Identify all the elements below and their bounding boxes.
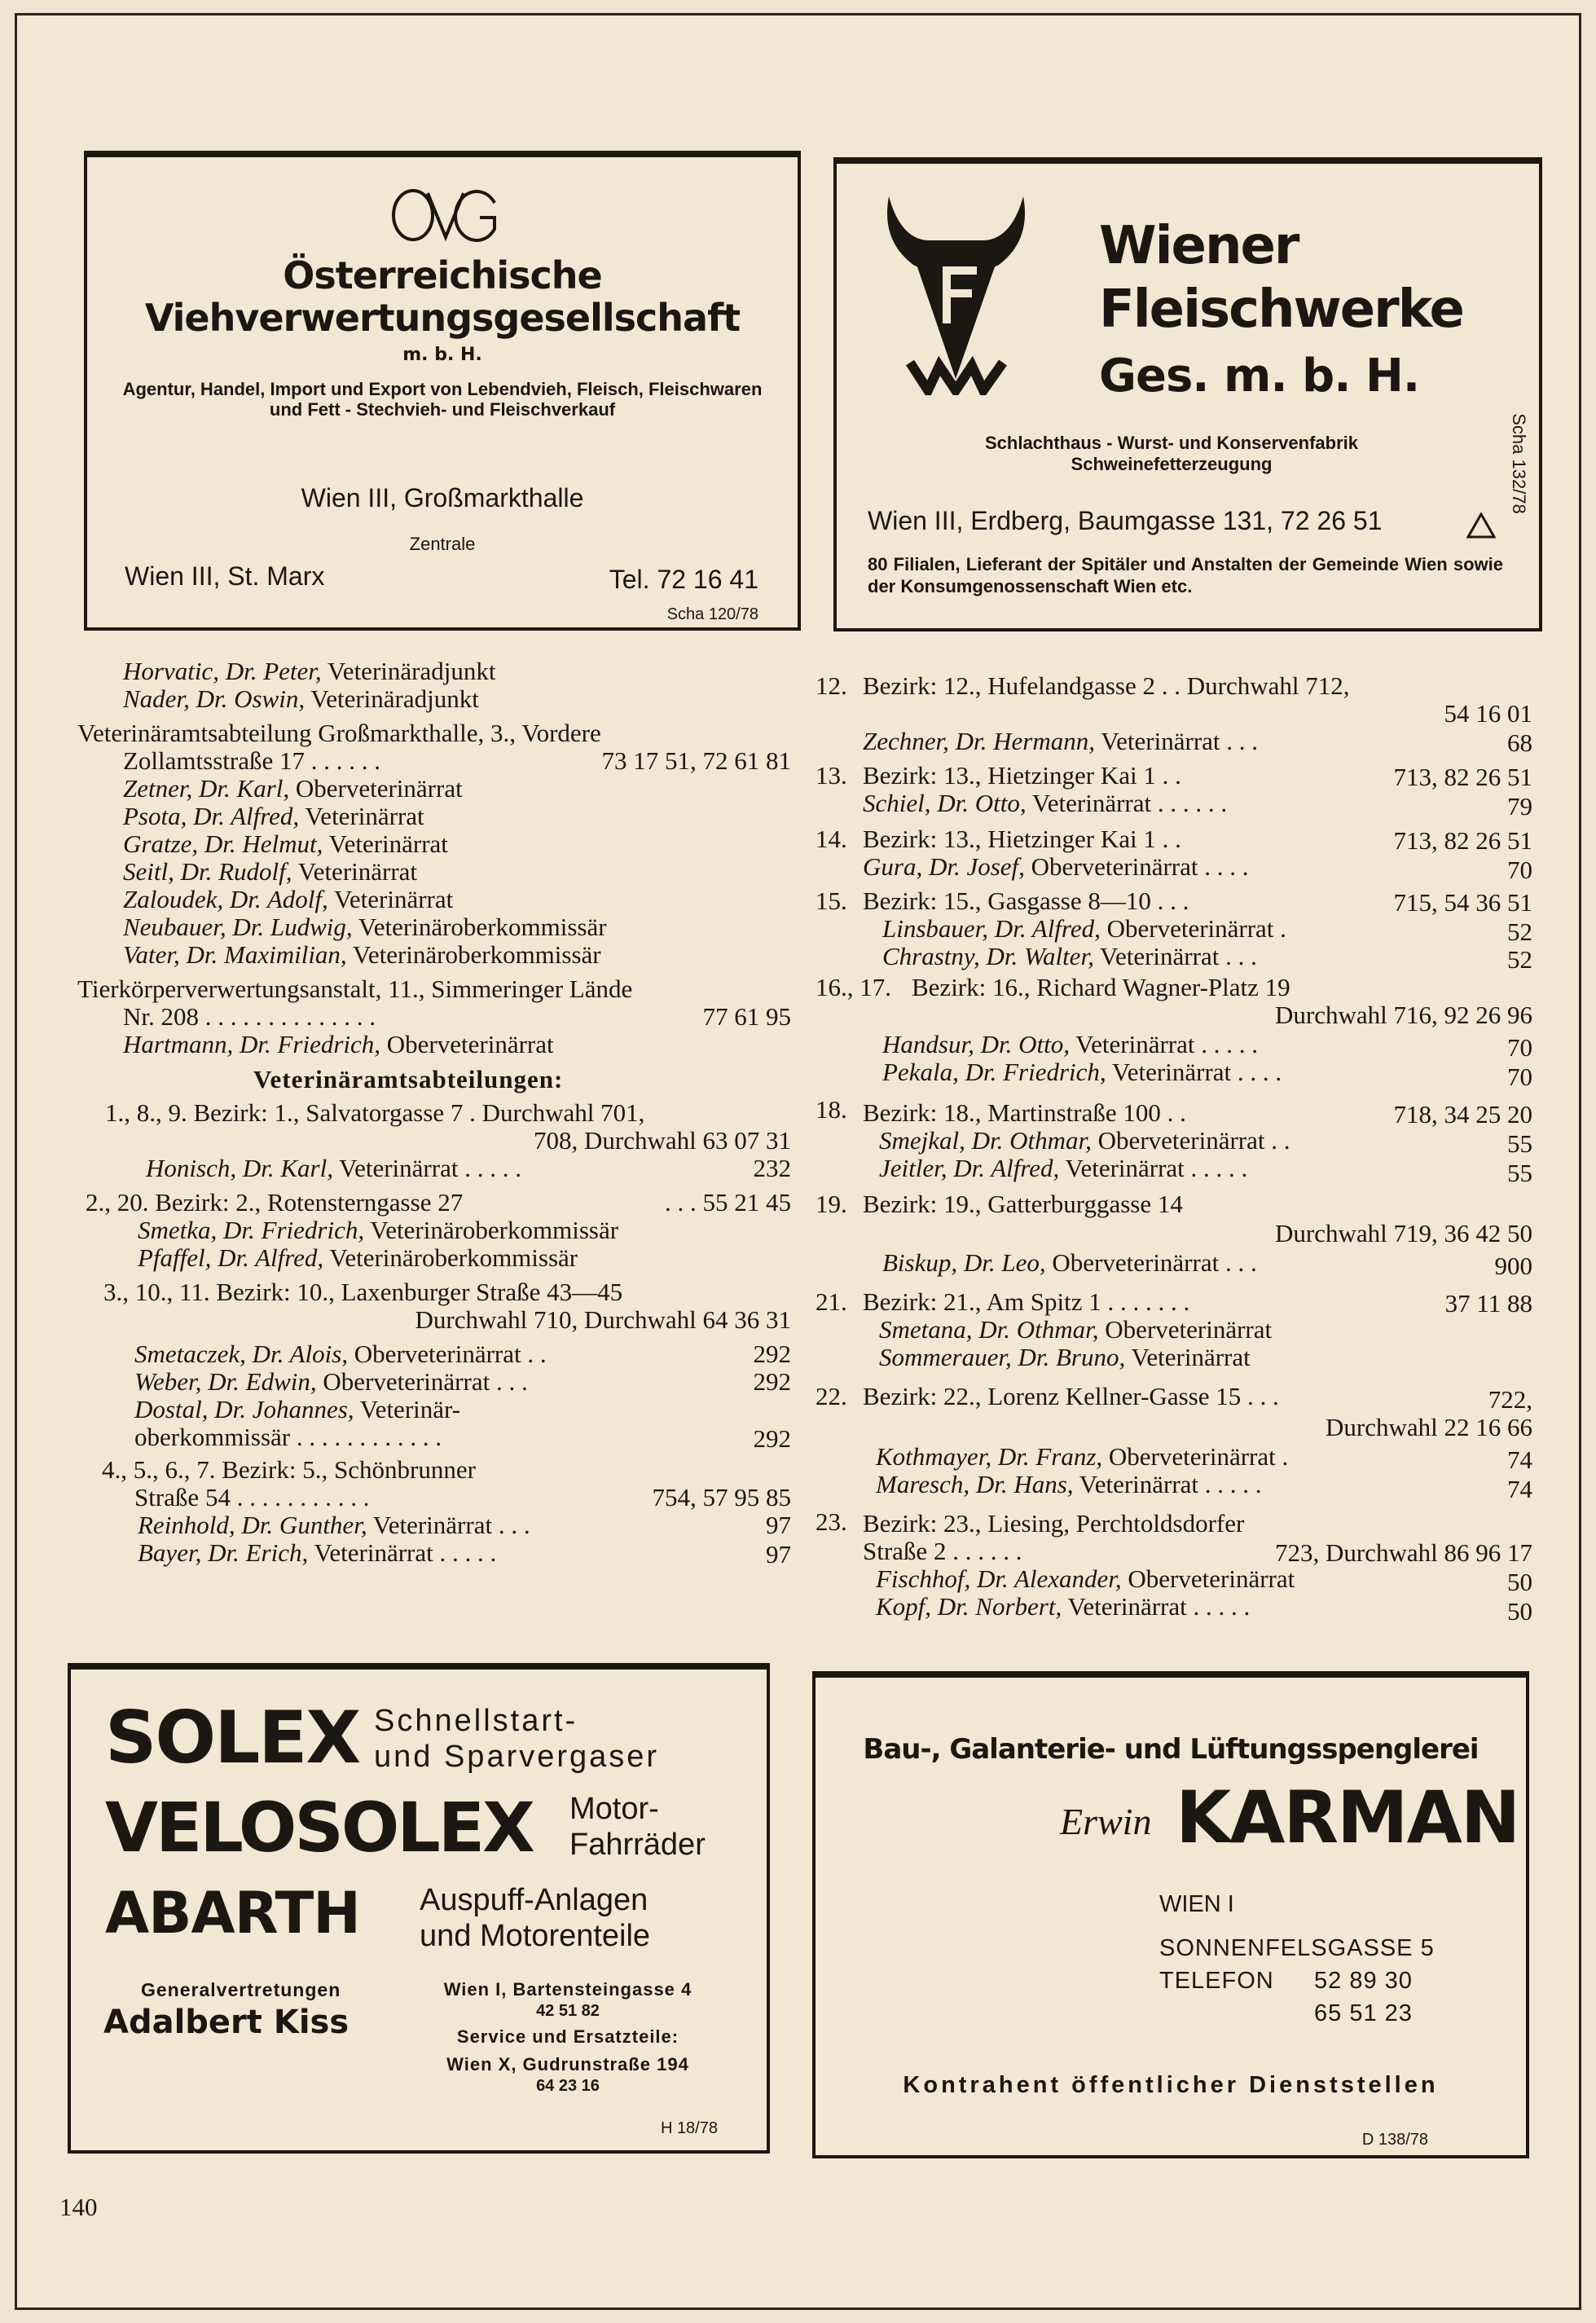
staff-title: Oberveterinärrat . — [1108, 1442, 1289, 1471]
staff-title: Veterinärrat . . . . . — [1065, 1154, 1248, 1182]
staff-title: Oberveterinärrat . . . . — [1031, 852, 1249, 881]
district-heading: Bezirk: 13., Hietzinger Kai 1 . . — [863, 761, 1181, 790]
district-number: 15. — [816, 887, 847, 915]
karman-footer: Kontrahent öffentlicher Dienststellen — [903, 2072, 1439, 2098]
brand-solex: SOLEX — [105, 1696, 360, 1780]
staff-name: Zechner, Dr. Hermann, — [863, 727, 1096, 755]
district-number: 19. — [816, 1190, 847, 1218]
staff-room: 292 — [753, 1367, 791, 1396]
staff-name: Psota, Dr. Alfred, — [123, 802, 300, 830]
staff-name: Hartmann, Dr. Friedrich, — [123, 1030, 381, 1058]
staff-line — [134, 1423, 442, 1451]
staff-title: Oberveterinärrat . . — [1097, 1126, 1290, 1155]
brand-solex-desc-line2: und Sparvergaser — [374, 1740, 660, 1774]
staff-line — [123, 685, 479, 713]
staff-title: Veterinärrat . . . . . — [314, 1538, 497, 1567]
ad-solex — [68, 1666, 770, 2154]
ovg-name-line1: Österreichische — [283, 253, 602, 297]
staff-title: Veterinäradjunkt — [310, 684, 479, 713]
district-heading: Bezirk: 23., Liesing, Perchtoldsdorfer — [863, 1509, 1245, 1538]
district-heading: Bezirk: 15., Gasgasse 8—10 . . . — [863, 887, 1189, 915]
staff-line — [863, 790, 1227, 817]
staff-room: 292 — [753, 1340, 791, 1368]
staff-room: 52 — [1507, 917, 1532, 946]
staff-line — [123, 658, 495, 685]
ad-top-rule — [833, 157, 1542, 164]
department-address: Nr. 208 . . . . . . . . . . . . . . — [123, 1002, 376, 1031]
department-heading: Tierkörperverwertungsanstalt, 11., Simmeringer Lände — [77, 975, 633, 1003]
left-column — [77, 658, 791, 1652]
page-number: 140 — [59, 2193, 98, 2221]
district-number: 13. — [816, 761, 847, 790]
staff-room: 70 — [1507, 1033, 1532, 1062]
karman-street: SONNENFELSGASSE 5 — [1159, 1935, 1435, 1961]
right-column — [816, 672, 1532, 1658]
agent-label: Generalvertretungen — [141, 1979, 341, 2000]
agent-phone1: 42 51 82 — [536, 2002, 600, 2020]
staff-room: 97 — [766, 1540, 791, 1568]
district-number: 16., 17. — [816, 973, 891, 1001]
staff-name: Gratze, Dr. Helmut, — [123, 829, 323, 858]
brand-abarth-desc-line2: und Motorenteile — [420, 1919, 651, 1953]
ovg-legal-form: m. b. H. — [402, 345, 482, 365]
wfw-description-line1: Schlachthaus - Wurst- und Konservenfabrik — [984, 433, 1358, 453]
staff-title: Oberveterinärrat . . — [354, 1340, 547, 1368]
staff-room: 70 — [1507, 856, 1532, 884]
district-phone: 54 16 01 — [1444, 699, 1532, 728]
staff-line — [879, 1127, 1290, 1155]
staff-title: Veterinärrat . . . — [1101, 727, 1259, 755]
staff-name: Biskup, Dr. Leo, — [882, 1248, 1046, 1277]
staff-name: Chrastny, Dr. Walter, — [882, 942, 1094, 970]
staff-title: Veterinärrat — [1131, 1343, 1251, 1371]
staff-line — [123, 803, 424, 830]
department-heading: Veterinäramtsabteilung Großmarkthalle, 3., Vordere — [77, 719, 601, 747]
staff-line — [138, 1216, 618, 1244]
ad-top-rule — [812, 1671, 1529, 1678]
staff-line — [138, 1511, 530, 1539]
staff-line — [879, 1344, 1251, 1371]
staff-room: 55 — [1507, 1159, 1532, 1187]
ovg-code: Scha 120/78 — [666, 605, 758, 623]
staff-room: 55 — [1507, 1129, 1532, 1158]
staff-title: Veterinäradjunkt — [327, 657, 496, 685]
district-phone: Durchwahl 719, 36 42 50 — [1275, 1219, 1532, 1247]
district-heading: 3., 10., 11. Bezirk: 10., Laxenburger Straße 43—45 — [103, 1278, 623, 1306]
staff-title: Veterinärrat . . . . — [1111, 1058, 1282, 1086]
karman-last-name: KARMAN — [1176, 1775, 1519, 1859]
staff-room: 97 — [766, 1511, 791, 1539]
staff-title: Veterinärrat — [328, 829, 448, 858]
bull-logo — [881, 191, 1031, 395]
district-phone: 37 11 88 — [1444, 1289, 1532, 1318]
ovg-location: Wien III, St. Marx — [125, 561, 325, 591]
staff-line — [134, 1340, 547, 1368]
staff-title: Veterinäroberkommissär — [358, 913, 607, 941]
service-label: Service und Ersatzteile: — [456, 2026, 679, 2047]
staff-line — [138, 1539, 496, 1567]
brand-velosolex: VELOSOLEX — [105, 1788, 533, 1868]
staff-name: Kothmayer, Dr. Franz, — [876, 1442, 1103, 1471]
staff-name: Vater, Dr. Maximilian, — [123, 940, 347, 969]
ovg-phone: Tel. 72 16 41 — [609, 565, 758, 594]
ad-top-rule — [68, 1663, 770, 1670]
wfw-note: 80 Filialen, Lieferant der Spitäler und Anstalten der Gemeinde Wien sowie der Konsumgenossenschaft Wien etc. — [868, 554, 1503, 596]
directory-page — [15, 13, 1581, 2310]
district-phone: 723, Durchwahl 86 96 17 — [1275, 1538, 1532, 1567]
ad-karman — [812, 1674, 1529, 2158]
ovg-name-line2: Viehverwertungsgesellschaft — [144, 296, 741, 340]
staff-line — [123, 913, 607, 941]
district-heading: Bezirk: 18., Martinstraße 100 . . — [863, 1098, 1186, 1127]
staff-name: Smetka, Dr. Friedrich, — [138, 1216, 365, 1244]
ovg-address: Wien III, Großmarkthalle — [301, 483, 584, 513]
staff-room: 52 — [1507, 945, 1532, 974]
district-heading: Bezirk: 19., Gatterburggasse 14 — [863, 1190, 1183, 1218]
district-heading: Bezirk: 16., Richard Wagner-Platz 19 — [912, 973, 1290, 1001]
staff-name: Reinhold, Dr. Gunther, — [138, 1511, 367, 1539]
karman-code: D 138/78 — [1361, 2131, 1428, 2149]
staff-room: 50 — [1507, 1568, 1532, 1596]
district-heading: Bezirk: 21., Am Spitz 1 . . . . . . . — [863, 1287, 1190, 1316]
district-phone: Durchwahl 22 16 66 — [1326, 1413, 1532, 1441]
district-phone: 754, 57 95 85 — [652, 1483, 791, 1511]
staff-name: Pfaffel, Dr. Alfred, — [138, 1243, 324, 1272]
district-number: 14. — [816, 825, 847, 853]
staff-room: 70 — [1507, 1063, 1532, 1091]
staff-name: Weber, Dr. Edwin, — [134, 1367, 317, 1396]
staff-name: Schiel, Dr. Otto, — [863, 789, 1027, 817]
staff-name: Jeitler, Dr. Alfred, — [879, 1154, 1060, 1182]
district-phone: 713, 82 26 51 — [1393, 763, 1532, 791]
staff-name: Maresch, Dr. Hans, — [876, 1470, 1074, 1498]
district-phone: . . . 55 21 45 — [665, 1188, 791, 1216]
district-heading: 4., 5., 6., 7. Bezirk: 5., Schönbrunner — [102, 1455, 476, 1484]
staff-title: Veterinäroberkommissär — [352, 940, 601, 969]
brand-velosolex-desc-line2: Fahrräder — [569, 1828, 706, 1862]
staff-title: Oberveterinärrat — [386, 1030, 554, 1058]
staff-line — [123, 858, 417, 886]
district-address: Straße 2 . . . . . . — [863, 1537, 1022, 1565]
staff-line — [123, 775, 463, 803]
staff-line — [123, 830, 448, 858]
staff-line — [863, 728, 1258, 755]
staff-line — [123, 1031, 554, 1058]
staff-title: Veterinärrat . . . — [372, 1511, 530, 1539]
wfw-description-line2: Schweinefetterzeugung — [1071, 454, 1273, 474]
staff-line — [882, 915, 1286, 943]
staff-title: Veterinärrat — [297, 857, 418, 886]
staff-name: Nader, Dr. Oswin, — [123, 684, 306, 713]
staff-title: Veterinärrat . . . . . . — [1031, 789, 1228, 817]
ad-ovg — [84, 154, 801, 631]
karman-heading: Bau-, Galanterie- und Lüftungsspenglerei — [863, 1733, 1479, 1766]
karman-phone-label: TELEFON — [1159, 1968, 1274, 1994]
brand-velosolex-desc-line1: Motor- — [569, 1792, 659, 1826]
staff-name: Linsbauer, Dr. Alfred, — [882, 914, 1101, 943]
section-heading: Veterinäramtsabteilungen: — [253, 1065, 564, 1093]
staff-name: Gura, Dr. Josef, — [863, 852, 1025, 881]
wfw-name-line2: Fleischwerke — [1099, 279, 1463, 340]
agent-phone2: 64 23 16 — [536, 2077, 600, 2095]
staff-room: 292 — [753, 1424, 791, 1453]
staff-line — [138, 1244, 578, 1272]
staff-room: 900 — [1494, 1252, 1532, 1280]
staff-title: Veterinäroberkommissär — [329, 1243, 578, 1272]
staff-line — [882, 943, 1257, 970]
staff-line — [123, 886, 453, 913]
department-phone: 73 17 51, 72 61 81 — [601, 746, 791, 775]
district-number: 12. — [816, 671, 847, 700]
staff-name: Fischhof, Dr. Alexander, — [876, 1564, 1122, 1593]
district-heading: Bezirk: 22., Lorenz Kellner-Gasse 15 . . . — [863, 1382, 1279, 1410]
department-address: Zollamtsstraße 17 . . . . . . — [123, 746, 380, 775]
staff-name: Zaloudek, Dr. Adolf, — [123, 885, 328, 913]
staff-room: 232 — [753, 1154, 791, 1182]
agent-address2: Wien X, Gudrunstraße 194 — [446, 2054, 689, 2074]
district-number: 21. — [816, 1287, 847, 1316]
karman-phone1: 52 89 30 — [1314, 1968, 1413, 1994]
district-phone: 713, 82 26 51 — [1393, 826, 1532, 855]
staff-name: Seitl, Dr. Rudolf, — [123, 857, 292, 886]
district-phone: 715, 54 36 51 — [1393, 888, 1532, 917]
staff-title: Oberveterinärrat . — [1106, 914, 1286, 943]
district-heading: Bezirk: 13., Hietzinger Kai 1 . . — [863, 825, 1181, 853]
staff-title: Veterinärrat . . . . . — [1075, 1030, 1258, 1058]
staff-line — [879, 1316, 1272, 1344]
staff-name: Dostal, Dr. Johannes, — [134, 1395, 354, 1423]
staff-title: Veterinäroberkommissär — [370, 1216, 619, 1244]
staff-title: Oberveterinärrat — [295, 774, 463, 803]
brand-solex-desc-line1: Schnellstart- — [374, 1704, 578, 1738]
karman-first-name: Erwin — [1060, 1801, 1152, 1842]
staff-line — [876, 1565, 1295, 1593]
staff-name: Sommerauer, Dr. Bruno, — [879, 1343, 1126, 1371]
district-phone: Durchwahl 710, Durchwahl 64 36 31 — [415, 1305, 791, 1334]
staff-name: Kopf, Dr. Norbert, — [876, 1592, 1062, 1621]
staff-title: Oberveterinärrat . . . — [1052, 1248, 1257, 1277]
staff-line — [876, 1443, 1288, 1471]
district-number: 18. — [816, 1095, 847, 1124]
district-heading: Bezirk: 12., Hufelandgasse 2 . . Durchwahl 712, — [863, 671, 1350, 700]
staff-name: Smejkal, Dr. Othmar, — [879, 1126, 1092, 1155]
staff-line — [882, 1058, 1282, 1086]
staff-name: Neubauer, Dr. Ludwig, — [123, 913, 353, 941]
ad-wiener-fleischwerke — [833, 161, 1542, 631]
staff-title: Veterinärrat — [305, 802, 424, 830]
staff-line — [876, 1471, 1262, 1498]
staff-line — [882, 1249, 1257, 1277]
staff-title: Oberveterinärrat — [1105, 1315, 1273, 1344]
district-heading: 2., 20. Bezirk: 2., Rotensterngasse 27 — [86, 1188, 464, 1216]
solex-code: H 18/78 — [660, 2119, 718, 2137]
staff-name: Zetner, Dr. Karl, — [123, 774, 290, 803]
staff-room: 74 — [1507, 1445, 1532, 1474]
district-number: 23. — [816, 1507, 847, 1536]
karman-city: WIEN I — [1159, 1891, 1234, 1917]
district-phone: 708, Durchwahl 63 07 31 — [534, 1126, 791, 1155]
district-number: 22. — [816, 1382, 847, 1410]
staff-room: 68 — [1507, 728, 1532, 757]
ovg-description: Agentur, Handel, Import und Export von Lebendvieh, Fleisch, Fleischwaren und Fett - Stechvieh- und Fleischverkauf — [122, 379, 763, 420]
staff-line — [863, 853, 1249, 881]
staff-name: Smetaczek, Dr. Alois, — [134, 1340, 349, 1368]
ovg-central-label: Zentrale — [409, 534, 476, 554]
wfw-legal-form: Ges. m. b. H. — [1099, 350, 1420, 403]
staff-title: Veterinär- — [359, 1395, 461, 1423]
wfw-side-code: Scha 132/78 — [1509, 413, 1529, 514]
staff-line — [882, 1031, 1258, 1058]
staff-name: Pekala, Dr. Friedrich, — [882, 1058, 1106, 1086]
staff-title: Veterinärrat . . . . . — [1079, 1470, 1262, 1498]
staff-room: 50 — [1507, 1597, 1532, 1626]
district-phone: Durchwahl 716, 92 26 96 — [1275, 1001, 1532, 1029]
ad-top-rule — [84, 151, 801, 157]
staff-name: Honisch, Dr. Karl, — [146, 1154, 333, 1182]
staff-title: Oberveterinärrat — [1128, 1564, 1295, 1593]
staff-line — [879, 1155, 1247, 1182]
agent-name: Adalbert Kiss — [103, 2004, 350, 2041]
district-phone: 722, — [1488, 1385, 1532, 1414]
staff-name: Smetana, Dr. Othmar, — [879, 1315, 1099, 1344]
staff-room: 79 — [1507, 792, 1532, 821]
staff-name: Horvatic, Dr. Peter, — [123, 657, 322, 685]
brand-abarth-desc-line1: Auspuff-Anlagen — [420, 1883, 649, 1917]
staff-title: Veterinärrat — [333, 885, 454, 913]
triangle-icon — [1466, 513, 1496, 539]
staff-title: Veterinärrat . . . . . — [339, 1154, 521, 1182]
staff-line — [146, 1155, 521, 1182]
staff-line — [134, 1396, 460, 1423]
wfw-address: Wien III, Erdberg, Baumgasse 131, 72 26 51 — [868, 506, 1383, 535]
district-address: Straße 54 . . . . . . . . . . . — [134, 1483, 370, 1511]
staff-line — [134, 1368, 528, 1396]
staff-title: Oberveterinärrat . . . — [323, 1367, 528, 1396]
district-heading: 1., 8., 9. Bezirk: 1., Salvatorgasse 7 . Durchwahl 701, — [105, 1098, 645, 1127]
staff-title: oberkommissär . . . . . . . . . . . . — [134, 1423, 442, 1451]
staff-name: Handsur, Dr. Otto, — [882, 1030, 1070, 1058]
wfw-name-line1: Wiener — [1099, 216, 1299, 276]
agent-address1: Wien I, Bartensteingasse 4 — [443, 1979, 692, 2000]
staff-title: Veterinärrat . . . . . — [1067, 1592, 1251, 1621]
karman-phone2: 65 51 23 — [1314, 2000, 1413, 2026]
district-phone: 718, 34 25 20 — [1393, 1100, 1532, 1129]
staff-name: Bayer, Dr. Erich, — [138, 1538, 309, 1567]
staff-room: 74 — [1507, 1475, 1532, 1503]
staff-line — [123, 941, 601, 969]
brand-abarth: ABARTH — [105, 1880, 360, 1947]
staff-title: Veterinärrat . . . — [1100, 942, 1257, 970]
staff-line — [876, 1593, 1250, 1621]
ovg-logo — [389, 178, 503, 252]
department-phone: 77 61 95 — [702, 1002, 791, 1031]
